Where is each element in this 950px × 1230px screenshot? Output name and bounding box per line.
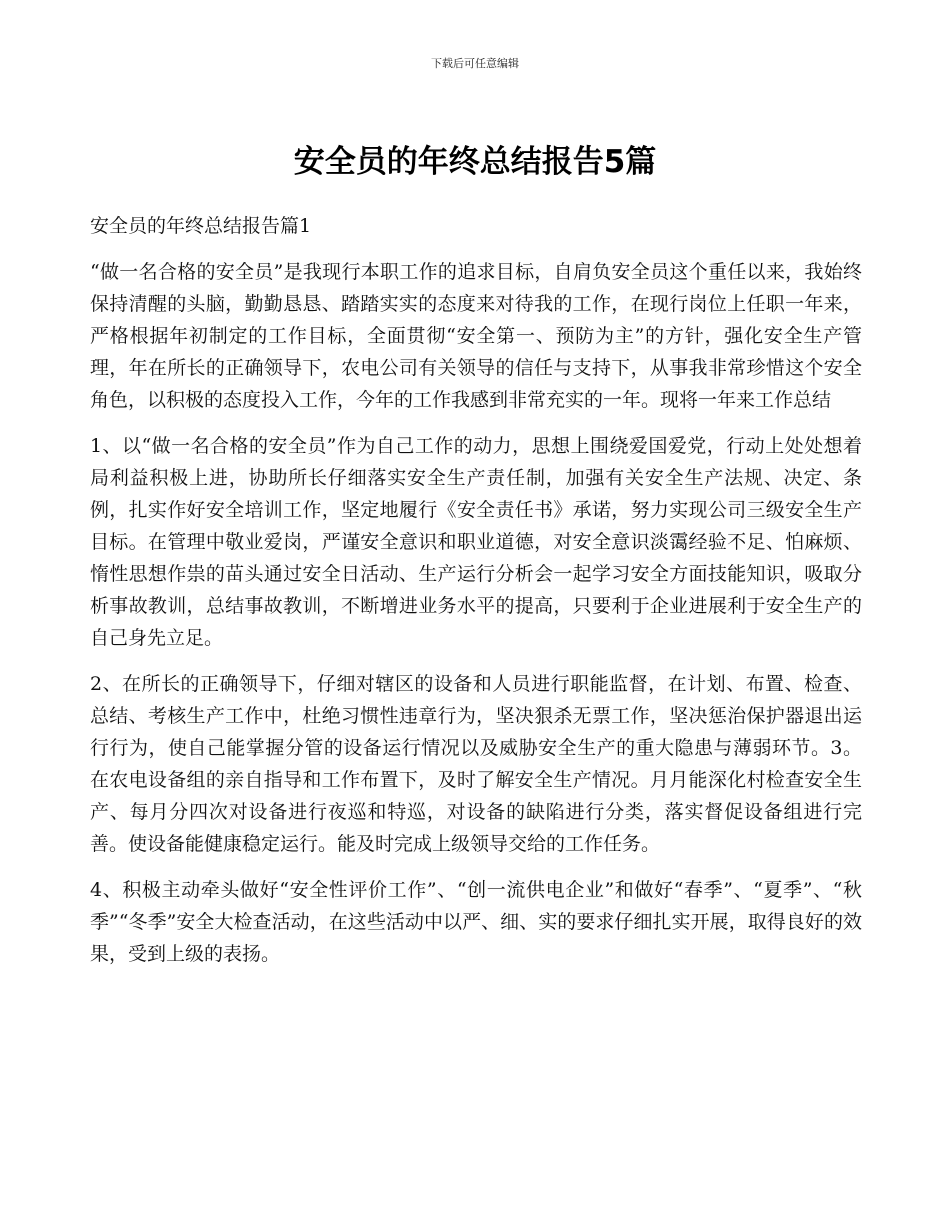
paragraph-item-1: 1、以“做一名合格的安全员”作为自己工作的动力，思想上围绕爱国爱党，行动上处处想着局利益积极上进，协助所长仔细落实安全生产责任制，加强有关安全生产法规、决定、条例，扎实作好安全培训工作，坚定地履行《安全责任书》承诺，努力实现公司三级安全生产目标。在管理中敬业爱岗，严谨安全意识和职业道德，对安全意识淡霭经验不足、怕麻烦、惰性思想作祟的苗头通过安全日活动、生产运行分析会一起学习安全方面技能知识，吸取分析事故教训，总结事故教训，不断增进业务水平的提高，只要利于企业进展利于安全生产的自己身先立足。 (90, 435, 862, 649)
paragraph-item-2: 2、在所长的正确领导下，仔细对辖区的设备和人员进行职能监督，在计划、布置、检查、总结、考核生产工作中，杜绝习惯性违章行为，坚决狠杀无票工作，坚决惩治保护器退出运行行为，使自己能掌握分管的设备运行情况以及威胁安全生产的重大隐患与薄弱环节。3。在农电设备组的亲自指导和工作布置下，及时了解安全生产情况。月月能深化村检查安全生产、每月分四次对设备进行夜巡和特巡，对设备的缺陷进行分类，落实督促设备组进行完善。使设备能健康稳定运行。能及时完成上级领导交给的工作任务。 (90, 673, 862, 855)
header-note: 下载后可任意编辑 (431, 57, 519, 70)
paragraph-item-4: 4、积极主动牵头做好“安全性评价工作”、“创一流供电企业”和做好“春季”、“夏季”、“秋季”“冬季”安全大检查活动，在这些活动中以严、细、实的要求仔细扎实开展，取得良好的效果，受到上级的表扬。 (90, 879, 862, 965)
paragraph-intro: “做一名合格的安全员”是我现行本职工作的追求目标，自肩负安全员这个重任以来，我始终保持清醒的头脑，勤勤恳恳、踏踏实实的态度来对待我的工作，在现行岗位上任职一年来，严格根据年初制定的工作目标，全面贯彻“安全第一、预防为主”的方针，强化安全生产管理，年在所长的正确领导下，农电公司有关领导的信任与支持下，从事我非常珍惜这个安全角色，以积极的态度投入工作，今年的工作我感到非常充实的一年。现将一年来工作总结 (90, 261, 862, 411)
document-body (90, 210, 862, 984)
section-heading: 安全员的年终总结报告篇1 (90, 215, 312, 237)
document-title: 安全员的年终总结报告5篇 (293, 144, 657, 180)
